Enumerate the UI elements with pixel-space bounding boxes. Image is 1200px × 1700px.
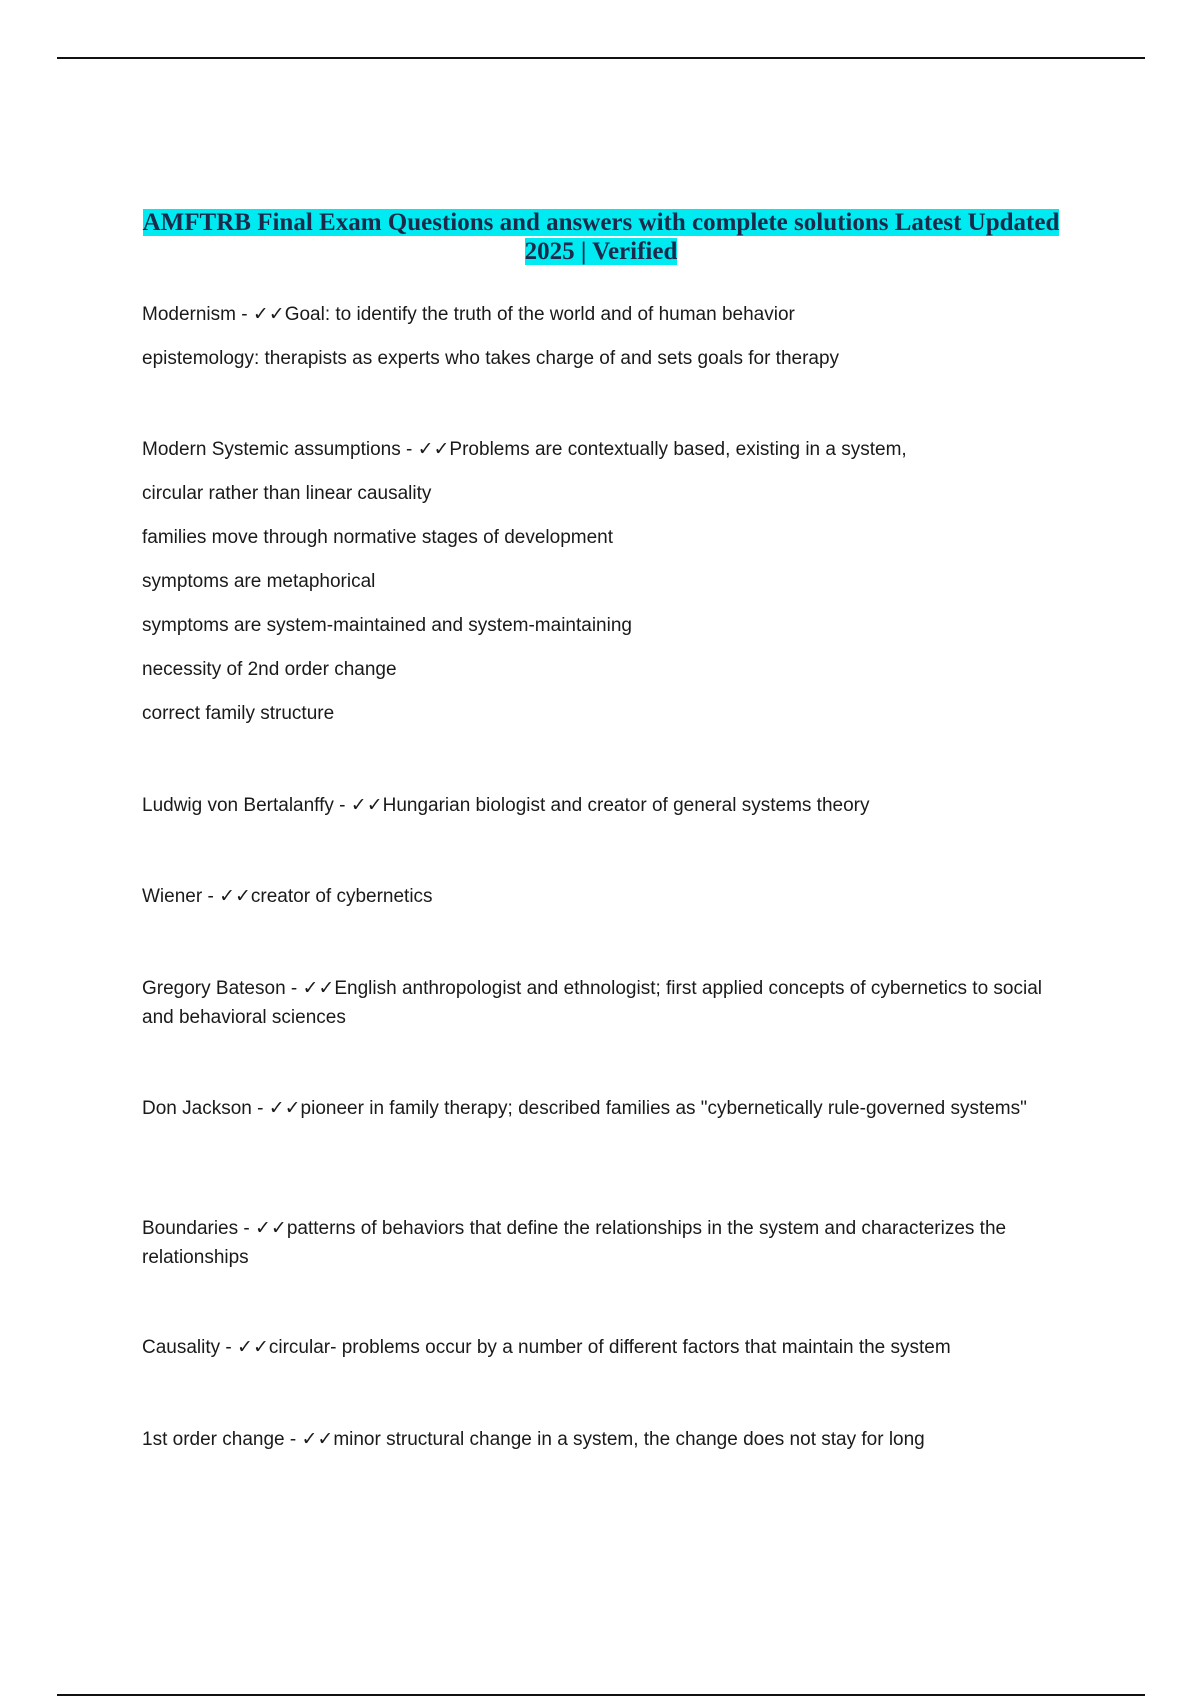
top-rule <box>57 57 1145 59</box>
entry-wiener: Wiener - ✓✓creator of cybernetics <box>142 886 433 907</box>
entry-boundaries: Boundaries - ✓✓patterns of behaviors that define the relationships in the system and characterizes the relationships <box>142 1218 1007 1268</box>
entry-causality: Causality - ✓✓circular- problems occur by a number of different factors that maintain the system <box>142 1337 951 1358</box>
entry-modernism: Modernism - ✓✓Goal: to identify the truth of the world and of human behavior <box>142 304 795 325</box>
entry-systemic-structure: correct family structure <box>142 703 335 724</box>
entry-systemic-maintained: symptoms are system-maintained and system-maintaining <box>142 615 632 636</box>
entry-bateson: Gregory Bateson - ✓✓English anthropologist and ethnologist; first applied concepts of cybernetics to social and behavioral sciences <box>142 978 1042 1028</box>
entry-jackson: Don Jackson - ✓✓pioneer in family therapy; described families as "cybernetically rule-governed systems" <box>142 1098 1027 1119</box>
bottom-rule <box>57 1694 1145 1696</box>
entry-modernism-epistemology: epistemology: therapists as experts who takes charge of and sets goals for therapy <box>142 348 840 369</box>
entry-systemic-stages: families move through normative stages of development <box>142 527 614 548</box>
entry-systemic-assumptions: Modern Systemic assumptions - ✓✓Problems are contextually based, existing in a system, <box>142 439 907 460</box>
title-line-1: AMFTRB Final Exam Questions and answers with complete solutions Latest Updated <box>142 209 1060 236</box>
title-line-2: 2025 | Verified <box>524 238 678 265</box>
entry-systemic-causality: circular rather than linear causality <box>142 483 432 504</box>
entry-systemic-second-order: necessity of 2nd order change <box>142 659 397 680</box>
entry-systemic-metaphorical: symptoms are metaphorical <box>142 571 376 592</box>
entry-first-order-change: 1st order change - ✓✓minor structural change in a system, the change does not stay for long <box>142 1429 925 1450</box>
entry-bertalanffy: Ludwig von Bertalanffy - ✓✓Hungarian biologist and creator of general systems theory <box>142 795 870 816</box>
document-title <box>120 208 1082 266</box>
